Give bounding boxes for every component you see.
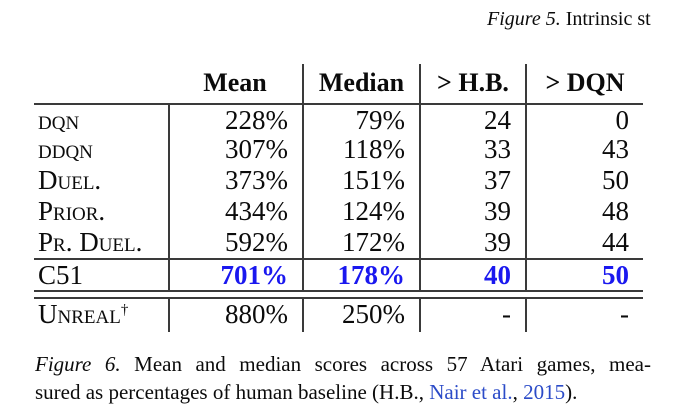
table-row-duel [34, 165, 643, 196]
cell-median: 178% [302, 260, 419, 290]
cell-median: 172% [302, 227, 419, 258]
col-header-median: Median [302, 64, 419, 103]
row-label: C51 [38, 260, 84, 290]
cell-gt-dqn: 44 [525, 227, 643, 258]
dagger-superscript: † [120, 302, 129, 318]
col-header-mean: Mean [203, 68, 267, 97]
cell-gt-dqn: - [525, 299, 643, 332]
cell-mean: 880% [168, 299, 302, 332]
citation-link-author[interactable]: Nair et al. [429, 380, 513, 404]
cell-mean: 701% [168, 260, 302, 290]
col-header-gt-dqn: > DQN [525, 64, 643, 103]
figure5-heading [487, 5, 651, 33]
cell-gt-dqn: 50 [525, 165, 643, 196]
cell-gt-hb: 40 [419, 260, 525, 290]
cell-median: 79% [302, 105, 419, 134]
table-row-dqn [34, 103, 643, 134]
double-rule-divider [34, 290, 643, 299]
row-label: Pr. Duel. [38, 227, 143, 257]
caption-line-2 [35, 378, 651, 406]
cell-median: 124% [302, 196, 419, 227]
cell-gt-hb: 39 [419, 196, 525, 227]
cell-mean: 228% [168, 105, 302, 134]
cell-gt-dqn: 43 [525, 134, 643, 165]
figure5-label: Figure 5. [487, 8, 561, 30]
results-table [34, 64, 643, 332]
cell-mean: 592% [168, 227, 302, 258]
row-label: dqn [38, 105, 80, 134]
table-row-prior [34, 196, 643, 227]
cell-mean: 307% [168, 134, 302, 165]
caption-text-3: ). [565, 380, 578, 404]
col-header-gt-hb: > H.B. [419, 64, 525, 103]
table-row-c51 [34, 258, 643, 290]
row-label: Duel. [38, 165, 102, 195]
cell-median: 151% [302, 165, 419, 196]
figure6-caption [35, 350, 651, 406]
cell-gt-hb: - [419, 299, 525, 332]
corner-cell [34, 64, 168, 103]
cell-median: 118% [302, 134, 419, 165]
cell-gt-dqn: 0 [525, 105, 643, 134]
cell-gt-dqn: 48 [525, 196, 643, 227]
caption-text-2: sured as percentages of human baseline (H.B., [35, 380, 430, 404]
cell-gt-dqn: 50 [525, 260, 643, 290]
cell-gt-hb: 39 [419, 227, 525, 258]
cell-gt-hb: 33 [419, 134, 525, 165]
row-label: Unreal† [38, 299, 129, 329]
figure6-label: Figure 6. [35, 352, 121, 376]
cell-gt-hb: 24 [419, 105, 525, 134]
table-row-pr-duel [34, 227, 643, 258]
row-label: ddqn [38, 134, 93, 164]
table-row-unreal [34, 299, 643, 332]
caption-line-1 [35, 350, 651, 378]
citation-link-year[interactable]: 2015 [523, 380, 566, 404]
cell-mean: 373% [168, 165, 302, 196]
caption-text-1: Mean and median scores across 57 Atari games, mea- [120, 352, 651, 376]
table-header-row [34, 64, 643, 103]
table-row-ddqn [34, 134, 643, 165]
figure5-text: Intrinsic st [560, 8, 651, 30]
row-label: Prior. [38, 196, 106, 226]
cell-gt-hb: 37 [419, 165, 525, 196]
cell-median: 250% [302, 299, 419, 332]
citation-separator: , [512, 380, 524, 404]
cell-mean: 434% [168, 196, 302, 227]
